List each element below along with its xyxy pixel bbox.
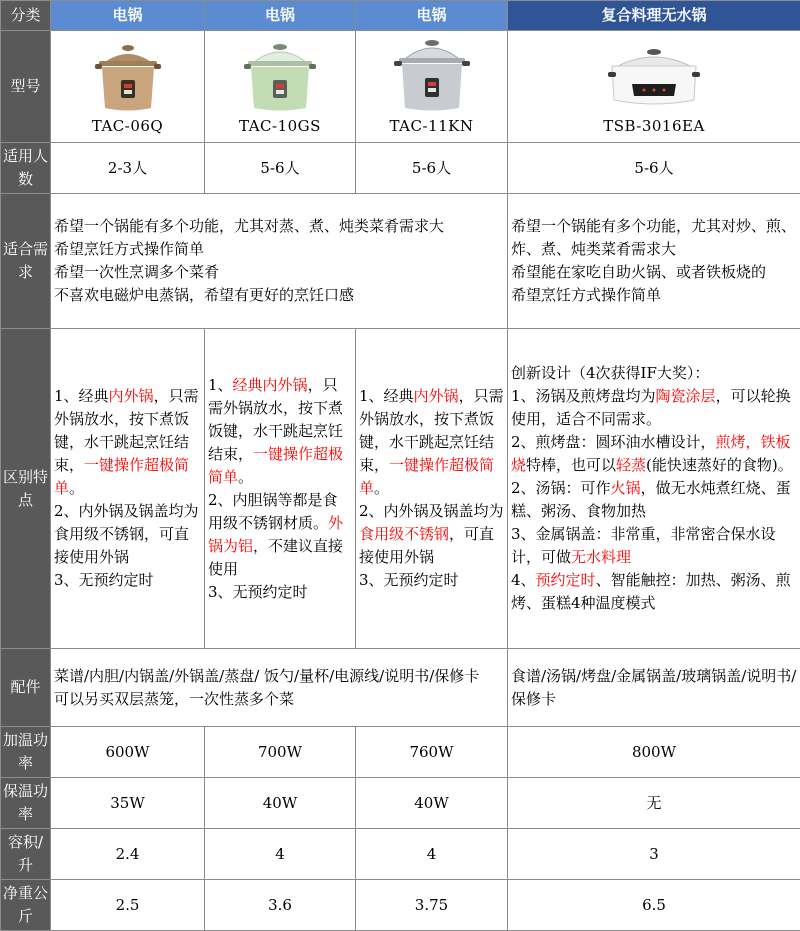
- feature-text-run: ，不建议直接使用: [208, 537, 343, 578]
- category-cell: 复合料理无水锅: [508, 1, 800, 31]
- feature-text-run: ，做无水炖煮红烧、蛋糕、粥汤、食物加热: [511, 479, 791, 520]
- product-cell: [508, 31, 800, 143]
- features-text: [511, 362, 797, 615]
- people-row: [1, 143, 800, 194]
- needs-line: 希望一个锅能有多个功能，尤其对蒸、煮、炖类菜肴需求大: [54, 215, 504, 238]
- needs-line: 希望烹饪方式操作简单: [54, 238, 504, 261]
- value-cell: 40W: [205, 778, 356, 829]
- feature-text-run: 4、: [511, 571, 536, 589]
- highlight-text: 火锅: [611, 479, 641, 497]
- value-cell: 35W: [51, 778, 205, 829]
- feature-text-run: 2、内胆锅等都是食用级不锈钢材质。: [208, 491, 338, 532]
- highlight-text: 预约定时: [536, 571, 596, 589]
- highlight-text: 外锅为铝: [208, 514, 343, 555]
- label-capacity: 容积/升: [1, 829, 51, 880]
- features-cell: [508, 329, 800, 649]
- value-cell: 600W: [51, 727, 205, 778]
- highlight-text: 煎烤，铁板烧: [511, 433, 791, 474]
- model-name: TAC-11KN: [390, 116, 474, 136]
- weight-row: [1, 880, 800, 931]
- value-cell: 800W: [508, 727, 800, 778]
- highlight-text: 一键操作超极简单: [359, 456, 494, 497]
- capacity-row: [1, 829, 800, 880]
- feature-text-run: ，只需外锅放水，按下煮饭键，水干跳起烹饪结束，: [359, 387, 504, 474]
- value-cell: 5-6人: [205, 143, 356, 194]
- keep-power-row: [1, 778, 800, 829]
- highlight-text: 轻蒸: [616, 456, 646, 474]
- features-text: [208, 374, 352, 604]
- model-name: TAC-10GS: [239, 116, 321, 136]
- feature-text-run: 1、汤锅及煎烤盘均为: [511, 387, 656, 405]
- value-cell: 40W: [356, 778, 508, 829]
- label-weight: 净重公斤: [1, 880, 51, 931]
- needs-right-cell: [508, 194, 800, 329]
- feature-text-run: ，可直接使用外锅: [359, 525, 494, 566]
- features-text: [54, 385, 201, 592]
- label-accessories: 配件: [1, 649, 51, 727]
- value-cell: 3.6: [205, 880, 356, 931]
- needs-line: 希望一次性烹调多个菜肴: [54, 261, 504, 284]
- feature-text-run: 1、经典: [54, 387, 109, 405]
- feature-text-run: 3、无预约定时: [359, 571, 459, 589]
- value-cell: 4: [205, 829, 356, 880]
- product-cell: [51, 31, 205, 143]
- accessory-line: 菜谱/内胆/内锅盖/外锅盖/蒸盘/ 饭勺/量杯/电源线/说明书/保修卡: [54, 665, 504, 688]
- needs-left-cell: [51, 194, 508, 329]
- needs-line: 希望烹饪方式操作简单: [511, 284, 797, 307]
- category-row: [1, 1, 800, 31]
- value-cell: 3.75: [356, 880, 508, 931]
- highlight-text: 内外锅: [414, 387, 459, 405]
- value-cell: 6.5: [508, 880, 800, 931]
- label-keep-power: 保温功率: [1, 778, 51, 829]
- gold-rice-cooker-icon: [93, 40, 163, 114]
- feature-text-run: 。: [374, 479, 389, 497]
- needs-row: [1, 194, 800, 329]
- label-features: 区别特点: [1, 329, 51, 649]
- needs-line: 希望一个锅能有多个功能，尤其对炒、煎、炸、煮、炖类菜肴需求大: [511, 215, 797, 261]
- feature-text-run: 2、内外锅及锅盖均为食用级不锈钢，可直接使用外锅: [54, 502, 199, 566]
- highlight-text: 经典内外锅: [233, 376, 308, 394]
- feature-text-run: 2、内外锅及锅盖均为: [359, 502, 504, 520]
- feature-text-run: 3、金属锅盖：非常重，非常密合保水设计，可做: [511, 525, 776, 566]
- value-cell: 700W: [205, 727, 356, 778]
- feature-text-run: 。: [238, 468, 253, 486]
- category-cell: 电锅: [205, 1, 356, 31]
- highlight-text: 无水料理: [571, 548, 631, 566]
- feature-text-run: 1、: [208, 376, 233, 394]
- highlight-text: 一键操作超极简单: [208, 445, 343, 486]
- feature-text-run: 3、无预约定时: [208, 583, 308, 601]
- highlight-text: 陶瓷涂层: [656, 387, 716, 405]
- category-cell: 电锅: [51, 1, 205, 31]
- label-people: 适用人数: [1, 143, 51, 194]
- value-cell: 760W: [356, 727, 508, 778]
- feature-text-run: ，只需外锅放水，按下煮饭键，水干跳起烹饪结束，: [54, 387, 199, 474]
- value-cell: 2.4: [51, 829, 205, 880]
- accessories-row: [1, 649, 800, 727]
- features-cell: [51, 329, 205, 649]
- features-text: [359, 385, 504, 592]
- accessories-right-cell: [508, 649, 800, 727]
- feature-text-run: ，可以轮换使用，适合不同需求。: [511, 387, 791, 428]
- features-cell: [205, 329, 356, 649]
- highlight-text: 一键操作超极简单: [54, 456, 189, 497]
- needs-line: 希望能在家吃自助火锅、或者铁板烧的: [511, 261, 797, 284]
- value-cell: 4: [356, 829, 508, 880]
- white-multi-cooker-icon: [604, 44, 704, 114]
- label-category: 分类: [1, 1, 51, 31]
- feature-text-run: 、智能触控：加热、粥汤、煎烤、蛋糕4种温度模式: [511, 571, 791, 612]
- product-cell: [356, 31, 508, 143]
- highlight-text: 食用级不锈钢: [359, 525, 449, 543]
- feature-text-run: 2、煎烤盘：圆环油水槽设计，: [511, 433, 716, 451]
- product-cell: [205, 31, 356, 143]
- label-needs: 适合需求: [1, 194, 51, 329]
- model-name: TSB-3016EA: [603, 116, 705, 136]
- value-cell: 5-6人: [356, 143, 508, 194]
- feature-text-run: ，只需外锅放水，按下煮饭键，水干跳起烹饪结束，: [208, 376, 343, 463]
- value-cell: 2-3人: [51, 143, 205, 194]
- silver-rice-cooker-icon: [393, 34, 471, 114]
- needs-line: 不喜欢电磁炉电蒸锅，希望有更好的烹饪口感: [54, 284, 504, 307]
- green-rice-cooker-icon: [242, 38, 318, 114]
- category-cell: 电锅: [356, 1, 508, 31]
- feature-text-run: (能快速蒸好的食物)。: [646, 456, 793, 474]
- features-row: [1, 329, 800, 649]
- accessory-line: 可以另买双层蒸笼，一次性蒸多个菜: [54, 688, 504, 711]
- feature-text-run: 3、无预约定时: [54, 571, 154, 589]
- value-cell: 2.5: [51, 880, 205, 931]
- feature-text-run: 特棒，也可以: [526, 456, 616, 474]
- label-model: 型号: [1, 31, 51, 143]
- feature-text-run: 。: [69, 479, 84, 497]
- value-cell: 5-6人: [508, 143, 800, 194]
- model-row: [1, 31, 800, 143]
- model-name: TAC-06Q: [92, 116, 163, 136]
- feature-text-run: 2、汤锅：可作: [511, 479, 611, 497]
- value-cell: 3: [508, 829, 800, 880]
- value-cell: 无: [508, 778, 800, 829]
- feature-text-run: 创新设计（4次获得IF大奖）：: [511, 364, 709, 382]
- label-heat-power: 加温功率: [1, 727, 51, 778]
- accessory-line: 食谱/汤锅/烤盘/金属锅盖/玻璃锅盖/说明书/保修卡: [511, 665, 797, 711]
- heat-power-row: [1, 727, 800, 778]
- accessories-left-cell: [51, 649, 508, 727]
- features-cell: [356, 329, 508, 649]
- highlight-text: 内外锅: [109, 387, 154, 405]
- feature-text-run: 1、经典: [359, 387, 414, 405]
